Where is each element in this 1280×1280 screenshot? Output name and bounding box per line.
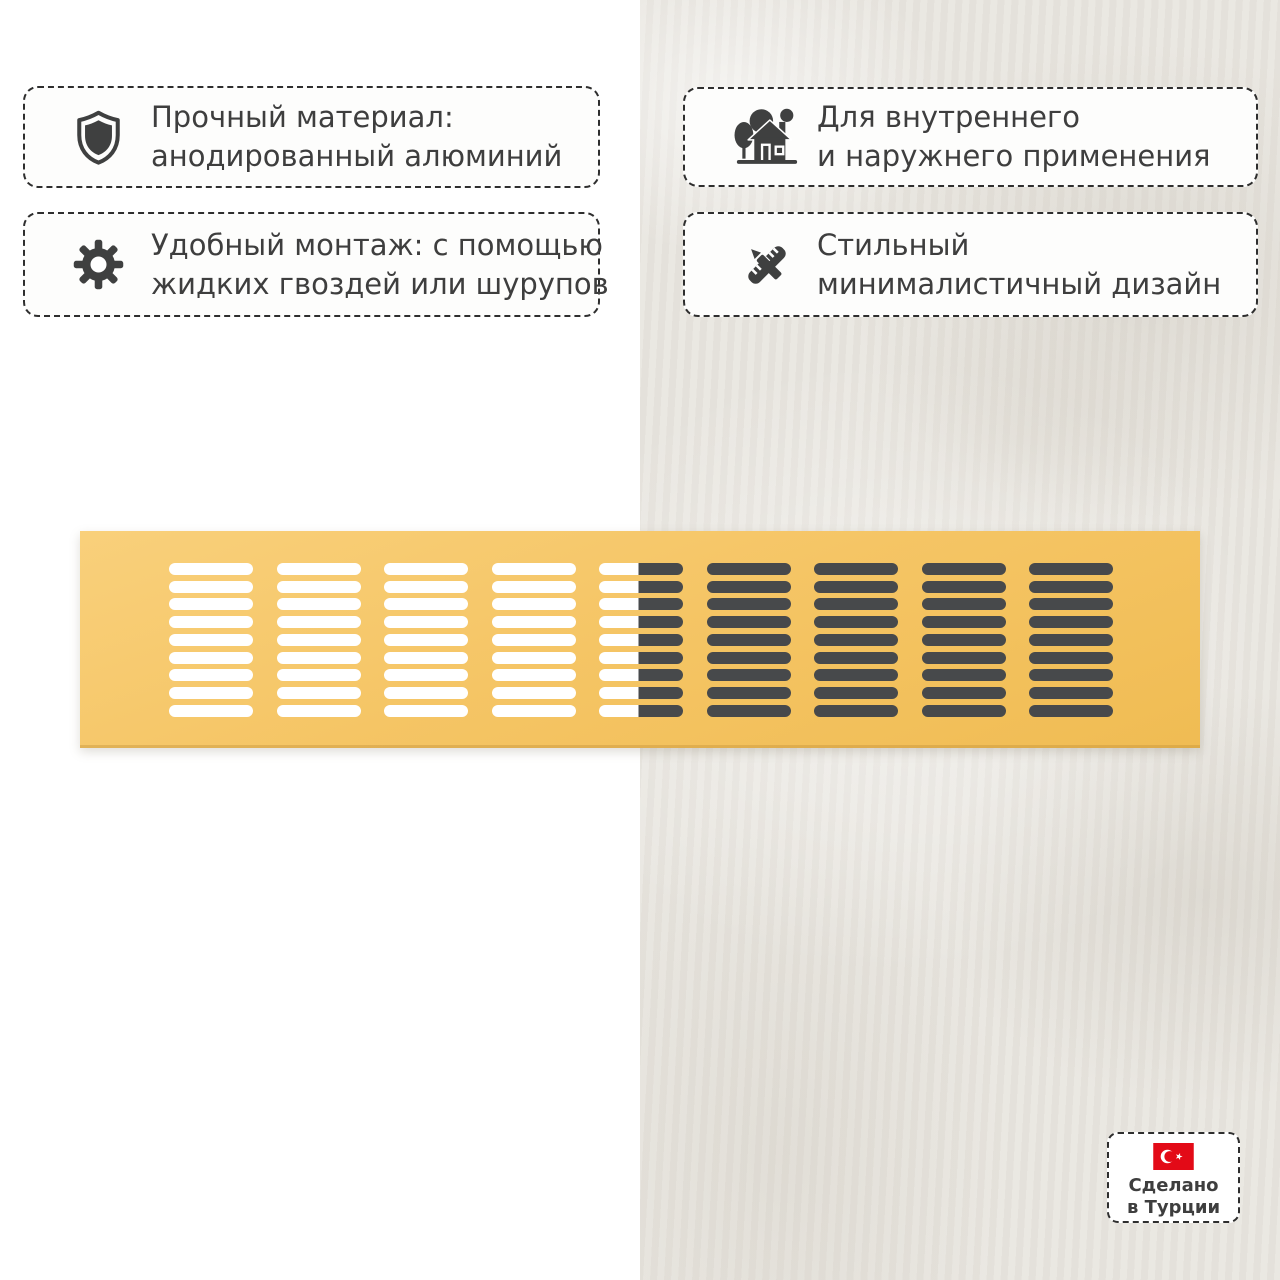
- vent-slot: [1029, 616, 1113, 628]
- vent-slot: [922, 652, 1006, 664]
- made-in-text: [1127, 1175, 1220, 1219]
- vent-slot: [707, 563, 791, 575]
- vent-slot: [1029, 634, 1113, 646]
- vent-slot: [814, 634, 898, 646]
- vent-slot: [1029, 581, 1113, 593]
- vent-slot: [277, 705, 361, 717]
- vent-slot: [599, 563, 683, 575]
- vent-slot: [384, 581, 468, 593]
- vent-slot: [492, 616, 576, 628]
- feature-text: [817, 226, 1221, 304]
- vent-slot: [169, 616, 253, 628]
- feature-box-design: [683, 212, 1258, 317]
- vent-slot: [492, 652, 576, 664]
- vent-slot: [814, 652, 898, 664]
- vent-slot: [707, 616, 791, 628]
- vent-slot: [922, 705, 1006, 717]
- vent-slot: [599, 634, 683, 646]
- vent-slot: [277, 581, 361, 593]
- vent-slot: [492, 634, 576, 646]
- made-in-line: в Турции: [1126, 1197, 1221, 1218]
- vent-slot: [492, 581, 576, 593]
- feature-text: [817, 98, 1210, 176]
- vent-slot: [599, 581, 683, 593]
- vent-grille: [80, 531, 1200, 748]
- vent-slot: [922, 563, 1006, 575]
- vent-slot: [277, 652, 361, 664]
- feature-box-usage: [683, 87, 1258, 187]
- vent-slot: [599, 616, 683, 628]
- vent-slot: [277, 669, 361, 681]
- vent-slot: [814, 563, 898, 575]
- vent-slot: [169, 652, 253, 664]
- vent-slot: [707, 598, 791, 610]
- feature-line: Удобный монтаж: с помощью: [151, 227, 603, 262]
- vent-slot: [169, 563, 253, 575]
- vent-slot: [277, 687, 361, 699]
- vent-slot: [599, 669, 683, 681]
- vent-slot: [707, 634, 791, 646]
- vent-slot: [1029, 687, 1113, 699]
- vent-slot: [492, 687, 576, 699]
- vent-slot: [922, 669, 1006, 681]
- feature-text: [151, 226, 609, 304]
- vent-slot: [169, 634, 253, 646]
- vent-slot: [277, 598, 361, 610]
- shield-icon: [67, 109, 129, 166]
- vent-slot: [1029, 652, 1113, 664]
- vent-slot: [492, 705, 576, 717]
- feature-line: жидких гвоздей или шурупов: [151, 266, 609, 301]
- turkey-flag-icon: [1153, 1143, 1194, 1170]
- feature-line: и наружнего применения: [817, 139, 1211, 173]
- vent-slot: [922, 687, 1006, 699]
- feature-text: [151, 98, 562, 176]
- vent-slot: [384, 652, 468, 664]
- vent-slot: [922, 616, 1006, 628]
- vent-slot: [169, 581, 253, 593]
- feature-box-mounting: [23, 212, 609, 317]
- feature-line: Для внутреннего: [817, 100, 1080, 134]
- vent-slot: [814, 616, 898, 628]
- vent-slot: [277, 616, 361, 628]
- vent-slot: [1029, 705, 1113, 717]
- vent-slot: [814, 687, 898, 699]
- vent-slot: [169, 669, 253, 681]
- vent-slot: [814, 581, 898, 593]
- vent-slot: [384, 598, 468, 610]
- vent-slot: [599, 598, 683, 610]
- vent-slot: [492, 598, 576, 610]
- vent-slot: [707, 687, 791, 699]
- vent-slot: [707, 581, 791, 593]
- vent-slot: [492, 669, 576, 681]
- vent-slot: [169, 705, 253, 717]
- vent-slot: [922, 634, 1006, 646]
- feature-line: анодированный алюминий: [151, 139, 563, 173]
- vent-slot: [384, 687, 468, 699]
- vent-slot: [922, 581, 1006, 593]
- vent-slot: [814, 705, 898, 717]
- vent-slot: [169, 598, 253, 610]
- vent-slot: [1029, 669, 1113, 681]
- feature-line: минималистичный дизайн: [817, 266, 1222, 301]
- vent-slot: [599, 687, 683, 699]
- vent-slot: [384, 669, 468, 681]
- vent-slot: [1029, 563, 1113, 575]
- vent-slot: [707, 652, 791, 664]
- made-in-line: Сделано: [1128, 1175, 1219, 1196]
- vent-slot: [492, 563, 576, 575]
- feature-line: Прочный материал:: [151, 100, 454, 134]
- vent-slot: [922, 598, 1006, 610]
- pencil-ruler-icon: [731, 239, 803, 291]
- vent-slot: [707, 669, 791, 681]
- vent-slot: [277, 634, 361, 646]
- vent-slot: [599, 652, 683, 664]
- vent-slot: [707, 705, 791, 717]
- vent-slot: [599, 705, 683, 717]
- vent-slot: [384, 705, 468, 717]
- vent-slot: [1029, 598, 1113, 610]
- vent-slot: [384, 634, 468, 646]
- made-in-badge: [1107, 1132, 1240, 1223]
- vent-slot: [814, 598, 898, 610]
- feature-line: Стильный: [817, 227, 970, 262]
- vent-slot: [169, 687, 253, 699]
- vent-slot: [277, 563, 361, 575]
- vent-slot: [384, 563, 468, 575]
- vent-slot: [384, 616, 468, 628]
- feature-box-material: [23, 86, 600, 188]
- house-tree-icon: [731, 105, 803, 169]
- gear-icon: [67, 237, 129, 292]
- vent-slot: [814, 669, 898, 681]
